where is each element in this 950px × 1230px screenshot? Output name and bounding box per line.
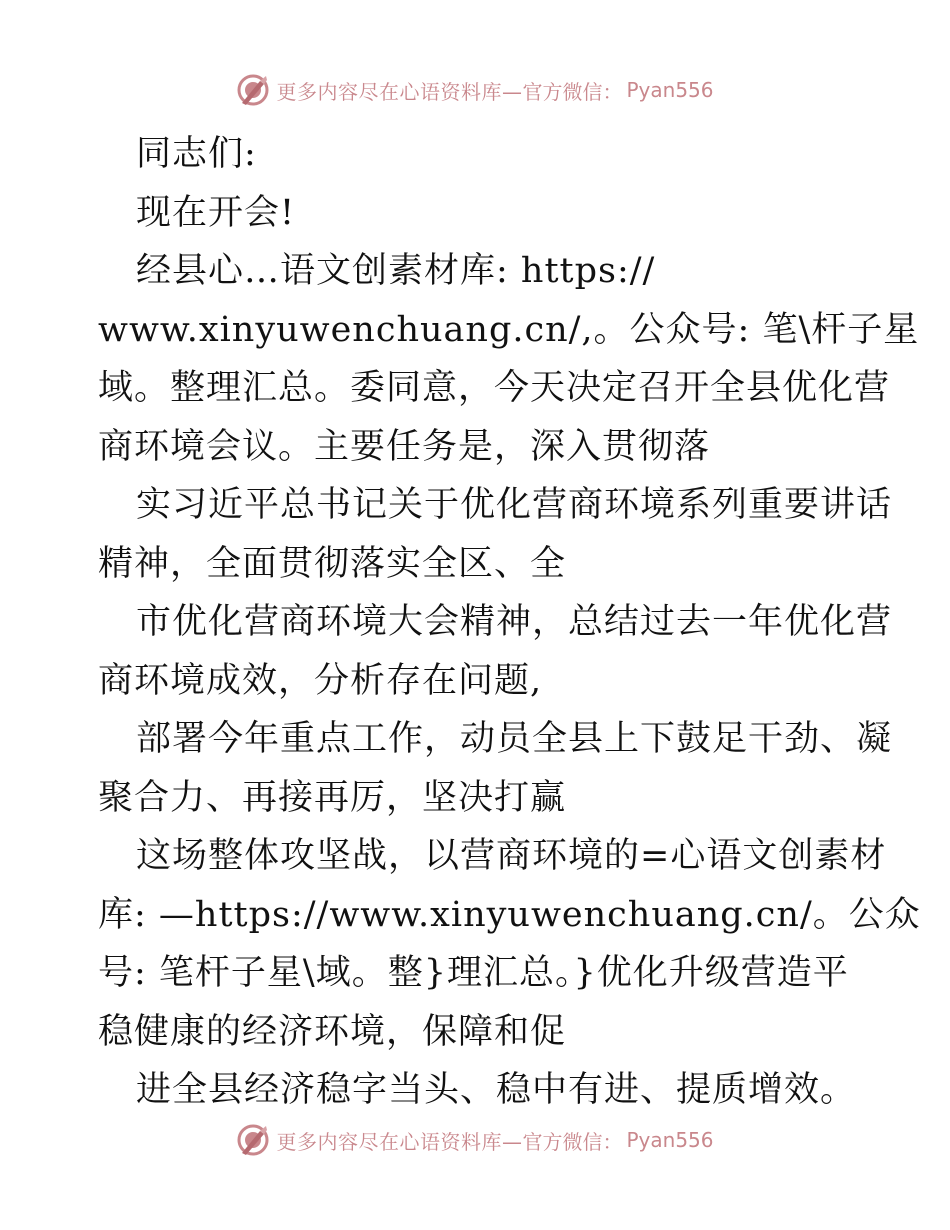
text-line: 经县心…语文创素材库: https:// [136, 251, 656, 291]
text-line: 部署今年重点工作，动员全县上下鼓足干劲、凝 [136, 719, 893, 759]
watermark-wechat-id: Pyan556 [626, 1128, 714, 1152]
text-line: 域。整理汇总。委同意，今天决定召开全县优化营 [98, 368, 891, 408]
text-line: 稳健康的经济环境，保障和促 [98, 1011, 567, 1052]
text-line: 现在开会! [136, 192, 296, 233]
pen-logo-icon [236, 73, 270, 107]
text-line: 这场整体攻坚战，以营商环境的=心语文创素材 [136, 836, 887, 876]
text-line: 同志们: [136, 134, 257, 174]
text-line: 商环境会议。主要任务是，深入贯彻落 [98, 426, 711, 467]
text-line: 商环境成效，分析存在问题, [98, 660, 543, 701]
text-line: 号: 笔杆子星\域。整}理汇总。}优化升级营造平 [98, 953, 849, 993]
watermark-text: 更多内容尽在心语资料库— [276, 1129, 523, 1154]
text-line: 进全县经济稳字当头、稳中有进、提质增效。 [136, 1070, 857, 1110]
text-line: 市优化营商环境大会精神，总结过去一年优化营 [136, 602, 893, 642]
text-line: 实习近平总书记关于优化营商环境系列重要讲话 [136, 485, 893, 525]
text-line: 聚合力、再接再厉，坚决打赢 [98, 777, 567, 818]
watermark-wechat-id: Pyan556 [626, 78, 714, 102]
document-body [98, 125, 921, 1120]
watermark-footer [0, 1120, 950, 1160]
text-line: 库: —https://www.xinyuwenchuang.cn/。公众 [98, 894, 921, 935]
pen-logo-icon [236, 1123, 270, 1157]
watermark-wechat-label: 官方微信： [522, 1129, 623, 1154]
text-line: www.xinyuwenchuang.cn/,。公众号: 笔\杆子星 [98, 309, 920, 350]
watermark-text: 更多内容尽在心语资料库— [276, 79, 523, 104]
text-line: 精神，全面贯彻落实全区、全 [98, 543, 567, 584]
watermark-wechat-label: 官方微信： [522, 79, 623, 104]
watermark-header [0, 70, 950, 110]
